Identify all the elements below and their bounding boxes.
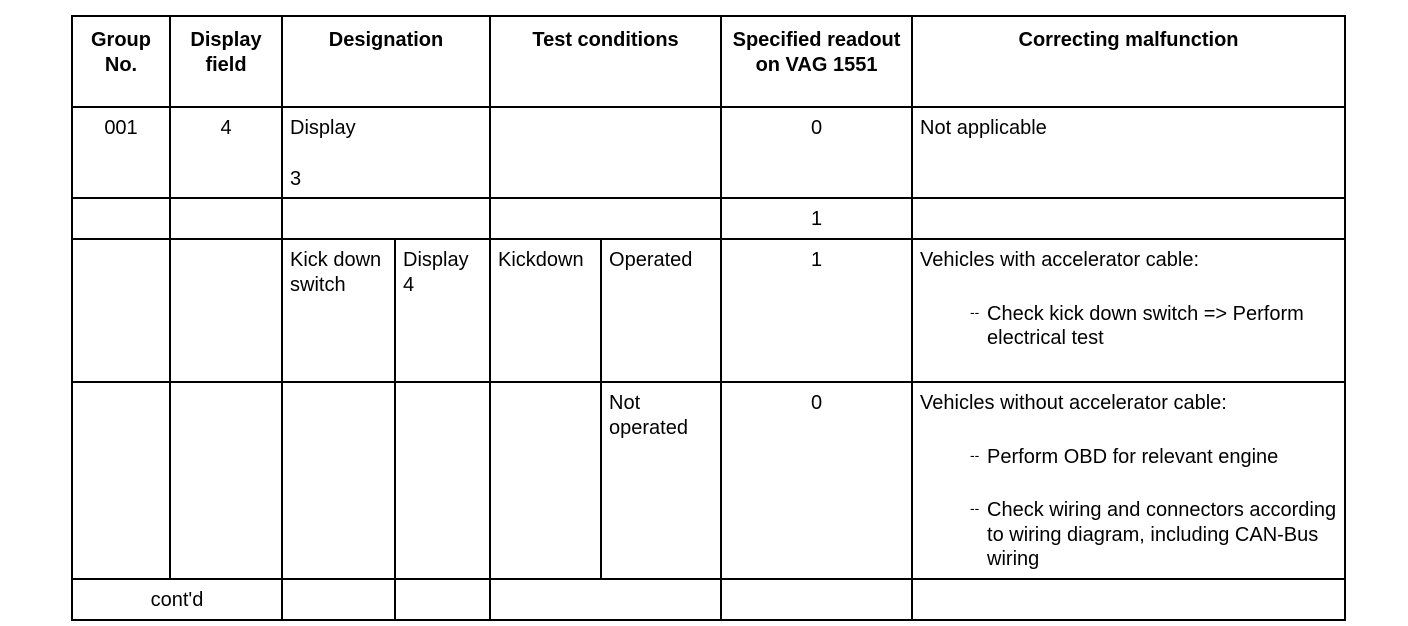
- header-designation: Designation: [282, 16, 490, 107]
- designation-line1: Display: [290, 117, 356, 139]
- dash-icon: --: [970, 500, 980, 516]
- header-display-field: Display field: [170, 16, 282, 107]
- table-row: [72, 198, 1345, 239]
- designation-line2: 3: [290, 167, 302, 190]
- bullet-text: Check wiring and connectors according to wiring diagram, including CAN-Bus wiring: [987, 499, 1337, 570]
- header-correcting-malfunction: Correcting malfunction: [912, 16, 1345, 107]
- bullet-text: Check kick down switch => Perform electrical test: [987, 302, 1304, 349]
- contd-label: cont'd: [72, 579, 282, 620]
- header-row: [72, 16, 1345, 107]
- cell-group: 001: [72, 107, 170, 198]
- cell-test-a: Kickdown: [490, 239, 601, 382]
- cell-designation-a: Kick down switch: [282, 239, 395, 382]
- list-item: [920, 445, 1337, 470]
- cell-test-b: Operated: [601, 239, 721, 382]
- diagnostic-table: [71, 15, 1346, 621]
- cell-readout: 0: [721, 107, 912, 198]
- list-item: [920, 302, 1337, 351]
- bullet-text: Perform OBD for relevant engine: [987, 445, 1279, 468]
- cell-correcting: [912, 382, 1345, 579]
- cell-readout: 1: [721, 198, 912, 239]
- header-group-no: Group No.: [72, 16, 170, 107]
- dash-icon: --: [970, 446, 980, 463]
- cell-correcting: Not applicable: [912, 107, 1345, 198]
- cell-test-conditions: [490, 107, 721, 198]
- correcting-intro: Vehicles with accelerator cable:: [920, 249, 1200, 271]
- cell-readout: 0: [721, 382, 912, 579]
- dash-icon: --: [970, 303, 980, 320]
- table-row: [72, 107, 1345, 198]
- cell-correcting: [912, 239, 1345, 382]
- list-item: [920, 498, 1337, 572]
- cell-designation: [282, 107, 490, 198]
- cell-test-b: Not operated: [601, 382, 721, 579]
- header-specified-readout: Specified readout on VAG 1551: [721, 16, 912, 107]
- header-test-conditions: Test conditions: [490, 16, 721, 107]
- cell-designation-b: Display 4: [395, 239, 490, 382]
- table-row: [72, 382, 1345, 579]
- cell-readout: 1: [721, 239, 912, 382]
- cell-field: 4: [170, 107, 282, 198]
- footer-row: [72, 579, 1345, 620]
- table-row: [72, 239, 1345, 382]
- correcting-intro: Vehicles without accelerator cable:: [920, 392, 1227, 414]
